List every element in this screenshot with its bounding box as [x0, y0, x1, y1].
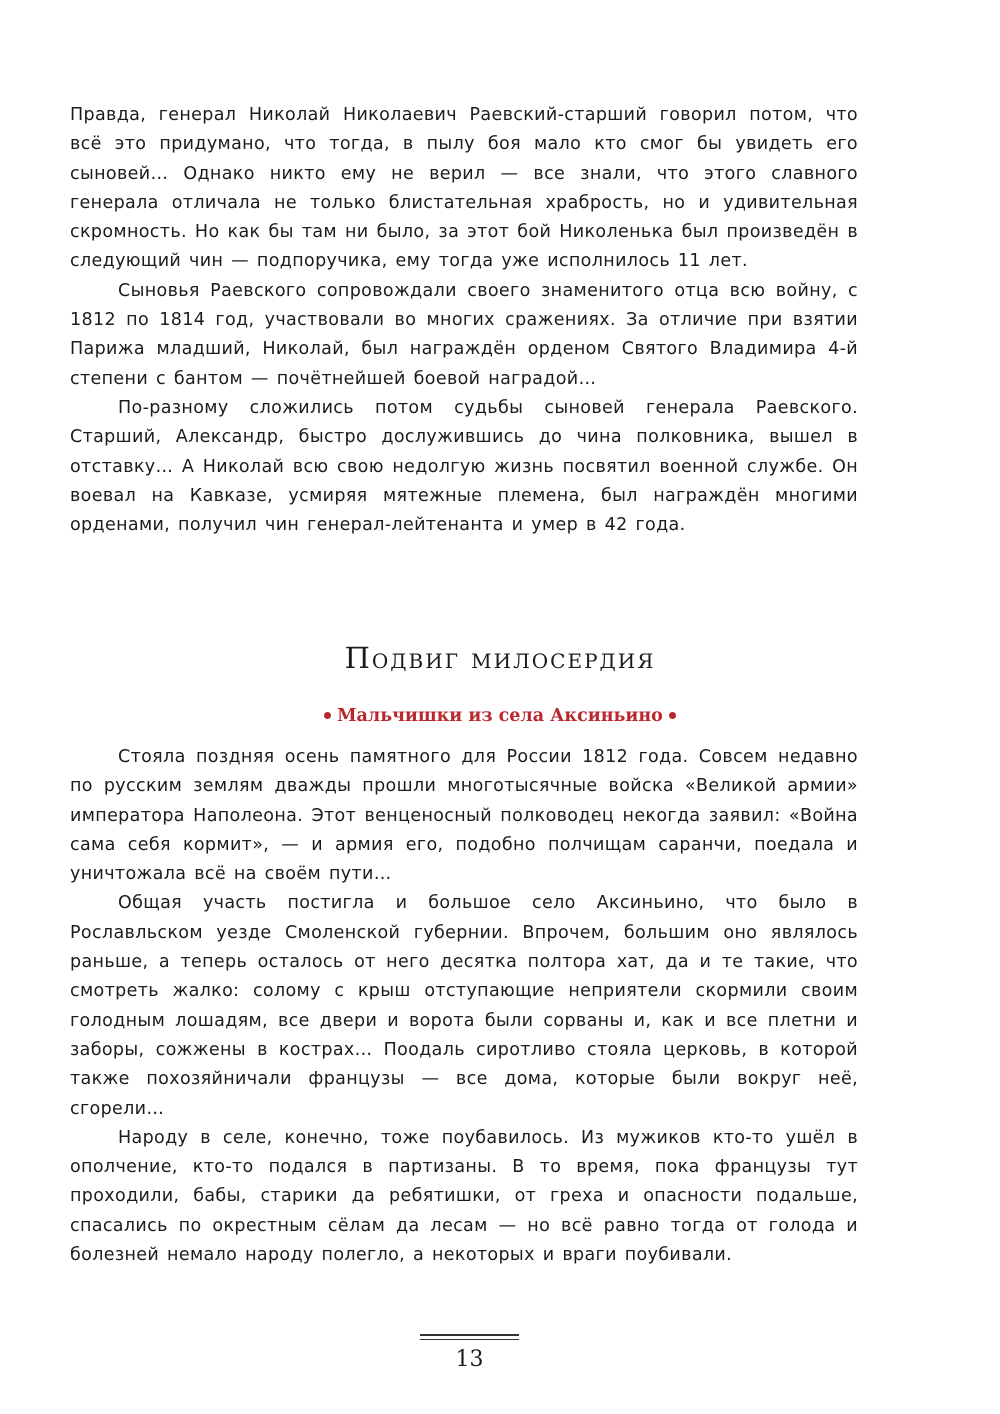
paragraph-villagers: Народу в селе, конечно, тоже поубавилось. Из мужиков кто-то ушёл в ополчение, кто-то подался в партизаны. В то время, пока французы тут проходили, бабы, старики да ребятишки, от греха и опасности подальше, спасались по окрестным сёлам да лесам — но всё равно тогда от голода и болезней немало народу полегло, а некоторых и враги поубивали.	[70, 1127, 858, 1266]
paragraph-sons-fates: По-разному сложились потом судьбы сыновей генерала Раевского. Старший, Александр, быстро дослужившись до чина полковника, вышел в отставку… А Николай всю свою недолгую жизнь посвятил военной службе. Он воевал на Кавказе, усмиряя мятежные племена, был награждён многими орденами, получил чин генерал-лейтенанта и умер в 42 года.	[70, 397, 858, 536]
paragraph-late-autumn: Стояла поздняя осень памятного для России 1812 года. Совсем недавно по русским землям дважды прошли многотысячные войска «Великой армии» императора Наполеона. Этот венценосный полководец некогда заявил: «Война сама себя кормит», — и армия его, подобно полчищам саранчи, поедала и уничтожала всё на своём пути…	[70, 747, 858, 885]
chapter-title: Подвиг милосердия	[344, 641, 656, 675]
paragraph-aksinino-village: Общая участь постигла и большое село Аксиньино, что было в Рославльском уезде Смоленской губернии. Впрочем, большим оно являлось раньше, а теперь осталось от него десятка полтора хат, да и те такие, что смотреть жалко: солому с крыш отступающие неприятели скормили своим голодным лошадям, все двери и ворота были сорваны и, как и все плетни и заборы, сожжены в кострах… Поодаль сиротливо стояла церковь, в которой также похозяйничали французы — все дома, которые были вокруг неё, сгорели…	[70, 893, 858, 1119]
section-subtitle	[0, 702, 1000, 730]
bullet-dot-icon	[324, 712, 331, 719]
paragraph-raevsky-modesty: Правда, генерал Николай Николаевич Раевский-старший говорил потом, что всё это придумано, что тогда, в пылу боя мало кто смог бы увидеть его сыновей… Однако никто ему не верил — все знали, что этого славного генерала отличала не только блистательная храбрость, но и удивительная скромность. Но как бы там ни было, за этот бой Николенька был произведён в следующий чин — подпоручика, ему тогда уже исполнилось 11 лет.	[70, 105, 858, 272]
bullet-dot-icon	[669, 712, 676, 719]
section-subtitle-text: Мальчишки из села Аксиньино	[337, 706, 663, 726]
paragraph-sons-campaign: Сыновья Раевского сопровождали своего знаменитого отца всю войну, с 1812 по 1814 год, участвовали во многих сражениях. За отличие при взятии Парижа младший, Николай, был награждён орденом Святого Владимира 4-й степени с бантом — почётнейшей боевой наградой…	[70, 280, 858, 389]
bottom-text-block	[70, 743, 858, 1270]
page-number: 13	[455, 1347, 484, 1372]
top-text-block	[70, 101, 858, 540]
folio-rule	[420, 1334, 519, 1340]
